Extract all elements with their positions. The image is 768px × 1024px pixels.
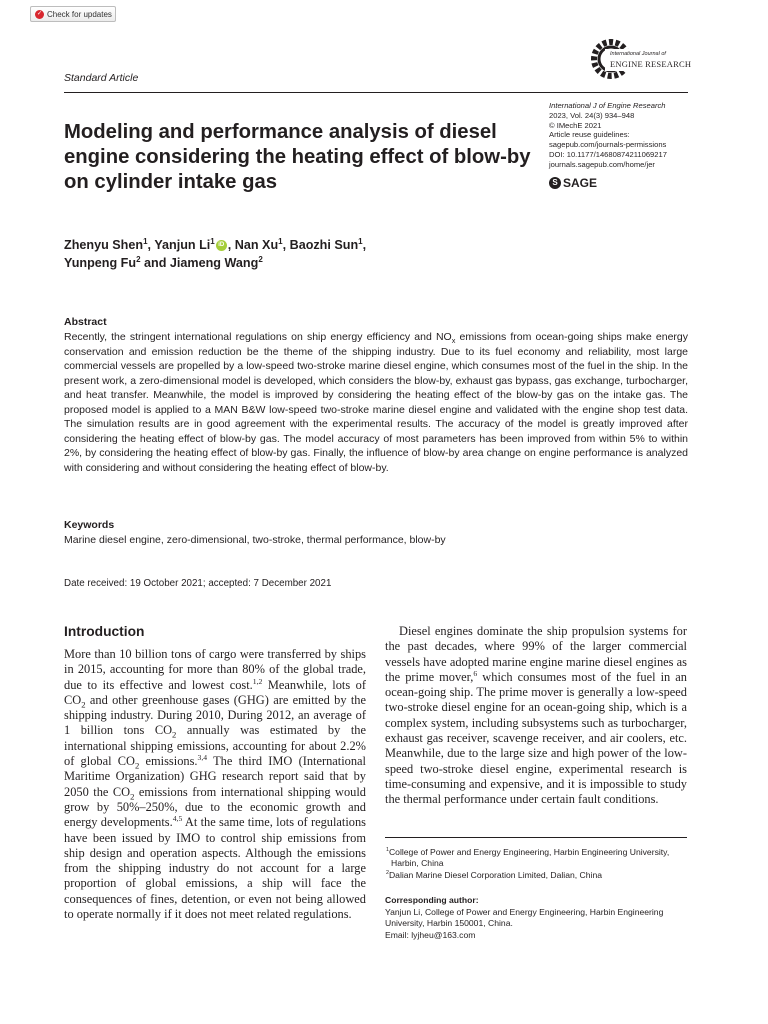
affiliation-1: $^1$College of Power and Energy Engineering, Harbin Engineering University, Harbin, China [386, 847, 670, 869]
citation[interactable]: 4,5 [172, 814, 183, 824]
reuse-link[interactable]: sagepub.com/journals-permissions [549, 140, 667, 150]
article-title: Modeling and performance analysis of diesel engine considering the heating effect of blow-by on cylinder intake gas [64, 121, 531, 193]
orcid-icon[interactable]: iD [216, 240, 227, 251]
corresponding-author-details: Yanjun Li, College of Power and Energy Engineering, Harbin Engineering University, Harbin 150001, China. Email: lyjheu@163.com [385, 907, 695, 941]
footnote-rule [385, 837, 687, 838]
sage-logo [549, 175, 609, 191]
author-name: Jiameng Wang [169, 256, 259, 270]
update-icon: ✓ [36, 10, 43, 17]
author-affiliation: 2 [136, 254, 141, 264]
keywords-heading: Keywords [64, 519, 115, 531]
header-rule [64, 92, 688, 93]
author-name: Zhenyu Shen [64, 238, 144, 252]
author-affiliation: 1 [278, 236, 283, 246]
journal-logo-small-text: International Journal of [610, 51, 666, 57]
corresponding-email[interactable]: Email: lyjheu@163.com [385, 929, 476, 940]
copyright: © IMechE 2021 [549, 120, 602, 130]
volume-info: 2023, Vol. 24(3) 934–948 [549, 110, 635, 120]
introduction-heading: Introduction [64, 624, 145, 639]
citation[interactable]: 6 [473, 668, 478, 678]
citation[interactable]: 1,2 [252, 676, 263, 686]
doi[interactable]: DOI: 10.1177/14680874211069217 [549, 149, 667, 159]
journal-logo-name: ENGINE RESEARCH [610, 59, 692, 69]
citation[interactable]: 3,4 [197, 752, 208, 762]
author-affiliation: 1 [143, 236, 148, 246]
author-name: Yunpeng Fu [64, 256, 137, 270]
journal-home-link[interactable]: journals.sagepub.com/home/jer [549, 159, 655, 169]
introduction-left-column: More than 10 billion tons of cargo were transferred by ships in 2015, accounting for more than 80% of the global trade, due to its effective and lowest cost.$^{1,2}$ Meanwhile, lots of $CO_2$ and other greenhouse gases (GHG) are emitted by the shipping industry. During 2010, During 2012, an average of 1 billion tons $CO_2$ annually was estimated by the international shipping emissions, accounting for about 2.2% of global $CO_2$ emissions.$^{3,4}$ The third IMO (International Maritime Organization) GHG research report said that by 2050 the $CO_2$ emissions from international shipping would grow by 50%–250%, due to the economic growth and energy developments.$^{4,5}$ At the same time, lots of regulations have been issued by IMO to control ship emissions from ship design and operation aspects. Although the emissions from the shipping industry do not account for a large proportion of global emissions, a ship will face the consequences of fines, detention, or even not being allowed to operate normally if it does not meet related regulations. [64, 647, 367, 922]
author-affiliation: 1 [358, 236, 363, 246]
author-affiliation: 1 [210, 236, 215, 246]
article-type: Standard Article [64, 72, 139, 84]
introduction-right-column: Diesel engines dominate the ship propulsion systems for the past decades, where 99% of the larger commercial vessels have adopted marine engine marine diesel engines as the prime mover,$^6$ which consumes most of the fuel in an ocean-going ship. The prime mover is generally a low-speed two-stroke diesel engine for an ocean-going ship, which is a complex system, including subsystems such as turbocharger, exhaust gas receiver, scavenge receiver, and air coolers, etc. Meanwhile, due to the large size and high power of the low-speed two-stroke diesel engine, experimental research is time-consuming and expensive, and it is impossible to study the thermal performance under certain fault conditions. [385, 624, 687, 807]
reuse-label: Article reuse guidelines: [549, 130, 630, 140]
received-accepted-dates: Date received: 19 October 2021; accepted: 7 December 2021 [64, 578, 332, 589]
author-name: Nan Xu [234, 238, 279, 252]
keywords-text: Marine diesel engine, zero-dimensional, two-stroke, thermal performance, blow-by [64, 534, 446, 546]
sage-symbol-icon: S [549, 177, 561, 189]
check-for-updates-badge[interactable] [30, 6, 116, 22]
check-for-updates-label: Check for updates [47, 9, 112, 19]
abstract-heading: Abstract [64, 316, 107, 328]
affiliation-2: $^2$Dalian Marine Diesel Corporation Limited, Dalian, China [386, 869, 603, 880]
author-affiliation: 2 [258, 254, 263, 264]
corresponding-author-heading: Corresponding author: [385, 895, 479, 905]
author-name: Baozhi Sun [289, 238, 359, 252]
journal-metadata [549, 101, 699, 170]
affiliations [385, 847, 687, 881]
author-name: Yanjun Li [154, 238, 211, 252]
abstract-text: Recently, the stringent international regulations on ship energy efficiency and $NO_x$ emissions from ocean-going ships make energy conservation and emission reduction be the theme of the shipping industry. Due to its fuel economy and reliability, most large commercial vessels are propelled by a low-speed two-stroke marine diesel engine, which consumes most of the fuel in the ship. In the present work, a zero-dimensional model is developed, which considers the blow-by, exhaust gas bypass, gas exchange, turbocharger, and heat transfer. Meanwhile, the model is improved by considering the heating effect of the blow-by gas on the intake gas. The proposed model is applied to a MAN B&W low-speed two-stroke marine diesel engine and validated with the engine shop test data. The simulation results are in good agreement with the experimental results. The accuracy of the model is greatly improved after considering the heating effect of blow-by gas. The model accuracy of most parameters has been improved from within 5% to within 2%, by considering the heating effect of blow-by gas. Finally, the influence of blow-by area change on engine performance is analyzed with considering and without considering the heating effect of blow-by. [64, 331, 688, 474]
journal-name: International J of Engine Research [549, 101, 666, 110]
sage-wordmark: SAGE [563, 176, 598, 190]
author-list: Zhenyu Shen$^1$, Yanjun Li$^1$ iD , Nan Xu$^1$, Baozhi Sun$^1$, Yunpeng Fu$^2$ and Jiameng Wang$^2$ [64, 236, 367, 270]
